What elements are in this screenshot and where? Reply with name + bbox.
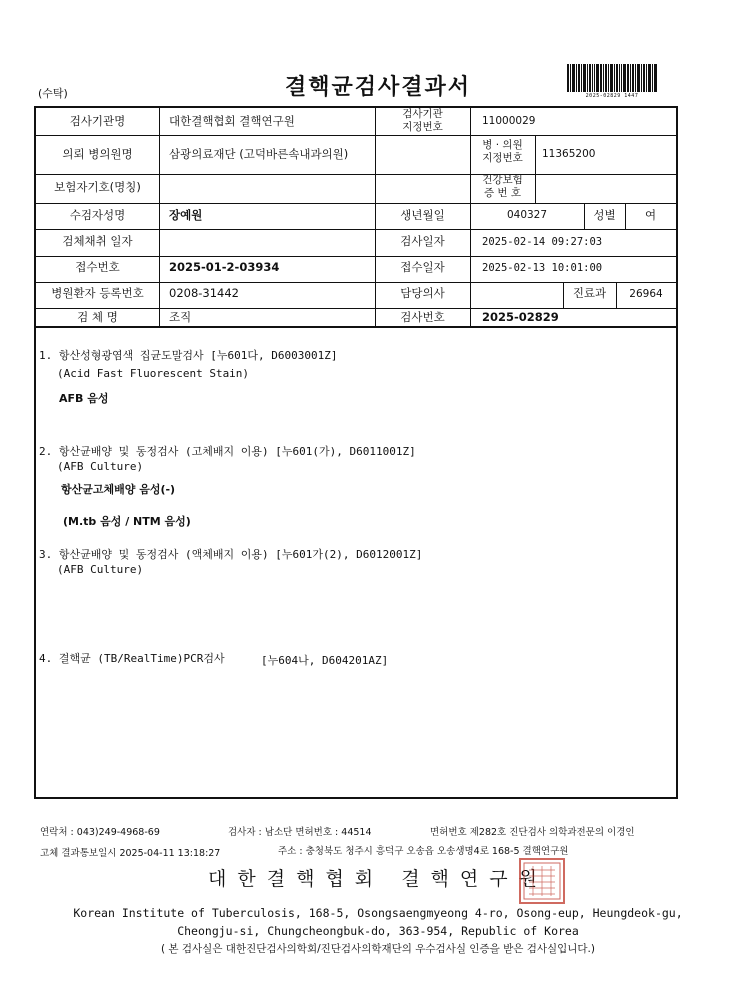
clinic-code-label-1: 병 · 의원 <box>482 139 523 151</box>
test-date-label: 검사일자 <box>400 234 445 248</box>
health-insurance-label-1: 건강보험 <box>482 174 523 186</box>
test-1-title: 1. 항산성형광염색 집균도말검사 [누601다, D6003001Z] <box>39 349 338 362</box>
test-2-result-detail: (M.tb 음성 / NTM 음성) <box>63 515 191 528</box>
received-date-label: 접수일자 <box>400 260 445 274</box>
patient-name-label: 수검자성명 <box>69 208 126 222</box>
test-date-value: 2025-02-14 09:27:03 <box>482 236 603 248</box>
health-insurance-label-2: 증 번 호 <box>483 187 522 199</box>
barcode <box>567 64 657 92</box>
lab-code-label-2: 지정번호 <box>402 121 443 133</box>
doctor-label: 담당의사 <box>400 286 445 300</box>
receipt-label: (수탁) <box>38 87 68 100</box>
department-label: 진료과 <box>572 286 607 300</box>
specimen-value: 조직 <box>169 310 192 324</box>
test-3-title: 3. 항산균배양 및 동정검사 (액체배지 이용) [누601가(2), D6012001Z] <box>39 548 423 561</box>
lab-name-value: 대한결핵협회 결핵연구원 <box>169 114 295 128</box>
received-date-value: 2025-02-13 10:01:00 <box>482 262 603 274</box>
test-4-title: 4. 결핵균 (TB/RealTime)PCR검사 <box>39 652 225 665</box>
lab-code-value: 11000029 <box>482 115 536 127</box>
patient-info-table <box>34 106 678 328</box>
specimen-label: 검 체 명 <box>77 310 118 324</box>
test-2-subtitle: (AFB Culture) <box>57 460 144 473</box>
certification-note: ( 본 검사실은 대한진단검사의학회/진단검사의학재단의 우수검사실 인증을 받은 검사실입니다.) <box>160 943 595 955</box>
birth-date-value: 040327 <box>506 209 548 221</box>
insurer-label: 보험자기호(명칭) <box>54 180 141 194</box>
hospital-reg-no-label: 병원환자 등록번호 <box>51 286 144 300</box>
address-english-line-2: Cheongju-si, Chungcheongbuk-do, 363-954, Republic of Korea <box>177 924 579 938</box>
sex-label: 성별 <box>593 208 616 222</box>
requesting-clinic-label: 의뢰 병의원명 <box>62 147 133 161</box>
lab-name-label: 검사기관명 <box>69 114 126 128</box>
patient-name-value: 장예원 <box>169 208 203 222</box>
accession-no-label: 접수번호 <box>75 260 120 274</box>
requesting-clinic-value: 삼광의료재단 (고덕바른속내과의원) <box>169 147 349 161</box>
contact-phone: 연락처 : 043)249-4968-69 <box>40 827 160 838</box>
examiner-info: 검사자 : 남소단 면허번호 : 44514 <box>228 827 372 838</box>
organization-name-korean: 대한결핵협회 결핵연구원 <box>208 868 548 890</box>
department-value: 26964 <box>629 288 663 300</box>
clinic-code-value: 11365200 <box>542 148 596 160</box>
test-2-title: 2. 항산균배양 및 동정검사 (고체배지 이용) [누601(가), D6011001Z] <box>39 445 416 458</box>
accession-no-value: 2025-01-2-03934 <box>169 260 280 274</box>
collection-date-label: 검체채취 일자 <box>62 234 133 248</box>
test-1-subtitle: (Acid Fast Fluorescent Stain) <box>57 367 250 380</box>
hospital-reg-no-value: 0208-31442 <box>169 286 239 300</box>
report-datetime: 고체 결과통보일시 2025-04-11 13:18:27 <box>40 848 221 859</box>
clinic-code-label-2: 지정번호 <box>482 152 523 164</box>
test-4-code: [누604나, D604201AZ] <box>261 654 389 667</box>
test-2-result: 항산균고체배양 음성(-) <box>61 483 176 496</box>
lab-code-label-1: 검사기관 <box>402 108 443 120</box>
birth-date-label: 생년월일 <box>400 208 445 222</box>
page-title: 결핵균검사결과서 <box>284 75 472 100</box>
test-1-result: AFB 음성 <box>59 392 109 405</box>
sex-value: 여 <box>644 208 657 222</box>
address: 주소 : 충청북도 청주시 흥덕구 오송읍 오송생명4로 168-5 결핵연구원 <box>278 846 569 857</box>
test-no-value: 2025-02829 <box>482 310 559 324</box>
results-panel <box>34 328 678 799</box>
test-3-subtitle: (AFB Culture) <box>57 563 144 576</box>
address-english-line-1: Korean Institute of Tuberculosis, 168-5, Osongsaengmyeong 4-ro, Osong-eup, Heungdeok-gu, <box>73 906 683 920</box>
specialist-info: 면허번호 제282호 진단검사 의학과전문의 이경인 <box>430 827 635 838</box>
test-no-label: 검사번호 <box>400 310 445 324</box>
official-seal-stamp <box>519 858 565 904</box>
barcode-number: 2025-02829 1447 <box>585 93 639 99</box>
